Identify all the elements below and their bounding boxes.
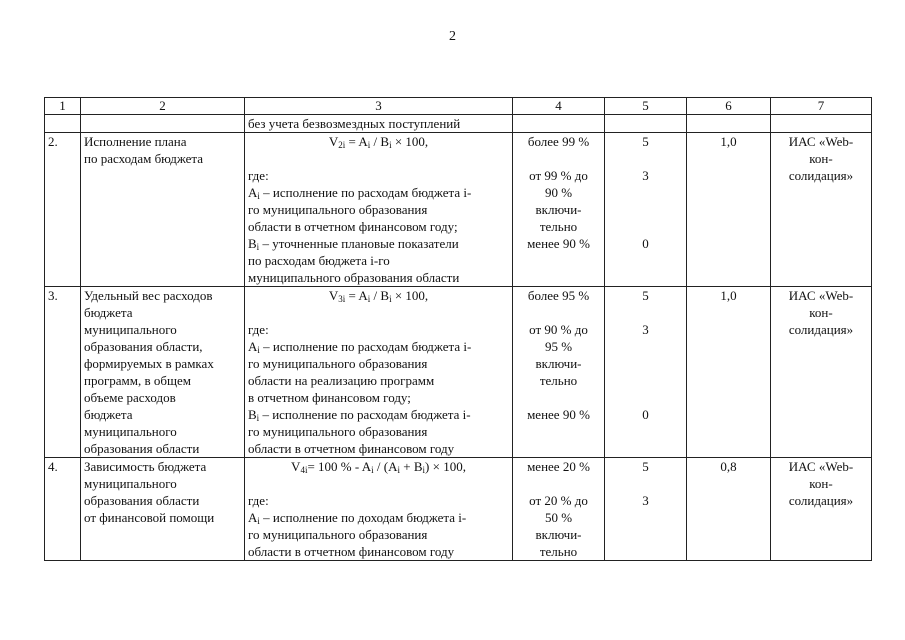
table-row [45,458,872,561]
source-cell: ИАС «Web- кон- солидация» [771,458,872,561]
indicators-table [44,97,872,561]
formula-cell: $V_{3i} = A_i / B_i \times 100$, где: $A_i$ – исполнение по расходам бюджета i- го муниципального образования области на реализацию программ в отчетном финансовом году; $B_i$ – исполнение по расходам бюджета i- го муниципального образования области в отчетном финансовом году [245,287,513,458]
formula: $V_{4i}= 100$ % - $A_i / (A_i + B_i) \times 100$, [291,459,466,475]
criteria-cell: менее 20 % от 20 % до 50 % включи- тельно [513,458,605,561]
indicator-name: Зависимость бюджета муниципального образования области от финансовой помощи [81,458,245,561]
column-header: 7 [771,98,872,115]
header-row [45,98,872,115]
indicator-name: Удельный вес расходов бюджета муниципального образования области, формируемых в рамках программ, в общем объеме расходов бюджета муниципального образования области [81,287,245,458]
continuation-text: без учета безвозмездных поступлений [245,115,513,133]
score-cell: 5 3 [605,458,687,561]
criteria-cell: более 99 % от 99 % до 90 % включи- тельно менее 90 % [513,133,605,287]
formula: $V_{3i} = A_i / B_i \times 100$, [328,288,429,304]
row-number: 3. [45,287,81,458]
table-row [45,287,872,458]
weight-cell: 1,0 [687,133,771,287]
formula-cell: $V_{2i} = A_i / B_i \times 100$, где: $A_i$ – исполнение по расходам бюджета i- го муниципального образования области в отчетном финансовом году; $B_i$ – уточненные плановые показатели по расходам бюджета i-го муниципального образования области [245,133,513,287]
column-header: 1 [45,98,81,115]
column-header: 2 [81,98,245,115]
criteria-cell: более 95 % от 90 % до 95 % включи- тельно менее 90 % [513,287,605,458]
column-header: 4 [513,98,605,115]
column-header: 6 [687,98,771,115]
indicator-name: Исполнение плана по расходам бюджета [81,133,245,287]
continuation-row [45,115,872,133]
score-cell: 5 3 0 [605,133,687,287]
table-row [45,133,872,287]
column-header: 5 [605,98,687,115]
weight-cell: 1,0 [687,287,771,458]
page-number: 2 [449,29,456,44]
score-cell: 5 3 0 [605,287,687,458]
source-cell: ИАС «Web- кон- солидация» [771,133,872,287]
source-cell: ИАС «Web- кон- солидация» [771,287,872,458]
formula: $V_{2i} = A_i / B_i \times 100$, [328,134,429,150]
column-header: 3 [245,98,513,115]
weight-cell: 0,8 [687,458,771,561]
formula-cell: $V_{4i}= 100$ % - $A_i / (A_i + B_i) \times 100$, где: $A_i$ – исполнение по доходам бюджета i- го муниципального образования области в отчетном финансовом году [245,458,513,561]
row-number: 4. [45,458,81,561]
row-number: 2. [45,133,81,287]
